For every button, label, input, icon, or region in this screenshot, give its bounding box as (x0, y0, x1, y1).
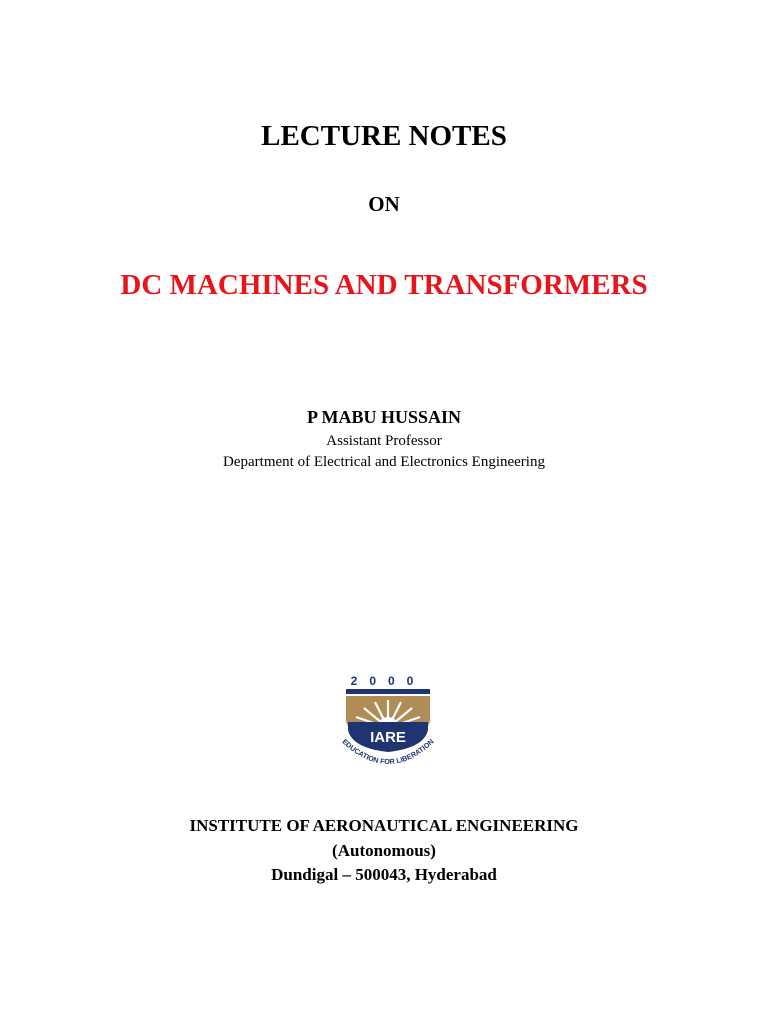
document-title: LECTURE NOTES (261, 120, 507, 152)
logo-name: IARE (370, 729, 406, 746)
iare-logo-icon (328, 672, 448, 777)
subject-title: DC MACHINES AND TRANSFORMERS (120, 269, 648, 301)
logo-motto: EDUCATION FOR LIBERATION (340, 736, 436, 767)
author-designation: Assistant Professor (326, 433, 442, 449)
institute-name: INSTITUTE OF AERONAUTICAL ENGINEERING (189, 816, 579, 835)
author-department: Department of Electrical and Electronics Engineering (223, 454, 545, 470)
institute-address: Dundigal – 500043, Hyderabad (271, 865, 497, 884)
on-label: ON (368, 192, 400, 216)
logo-year: 2000 (350, 674, 426, 688)
author-name: P MABU HUSSAIN (306, 407, 462, 427)
institute-status: (Autonomous) (332, 841, 436, 860)
